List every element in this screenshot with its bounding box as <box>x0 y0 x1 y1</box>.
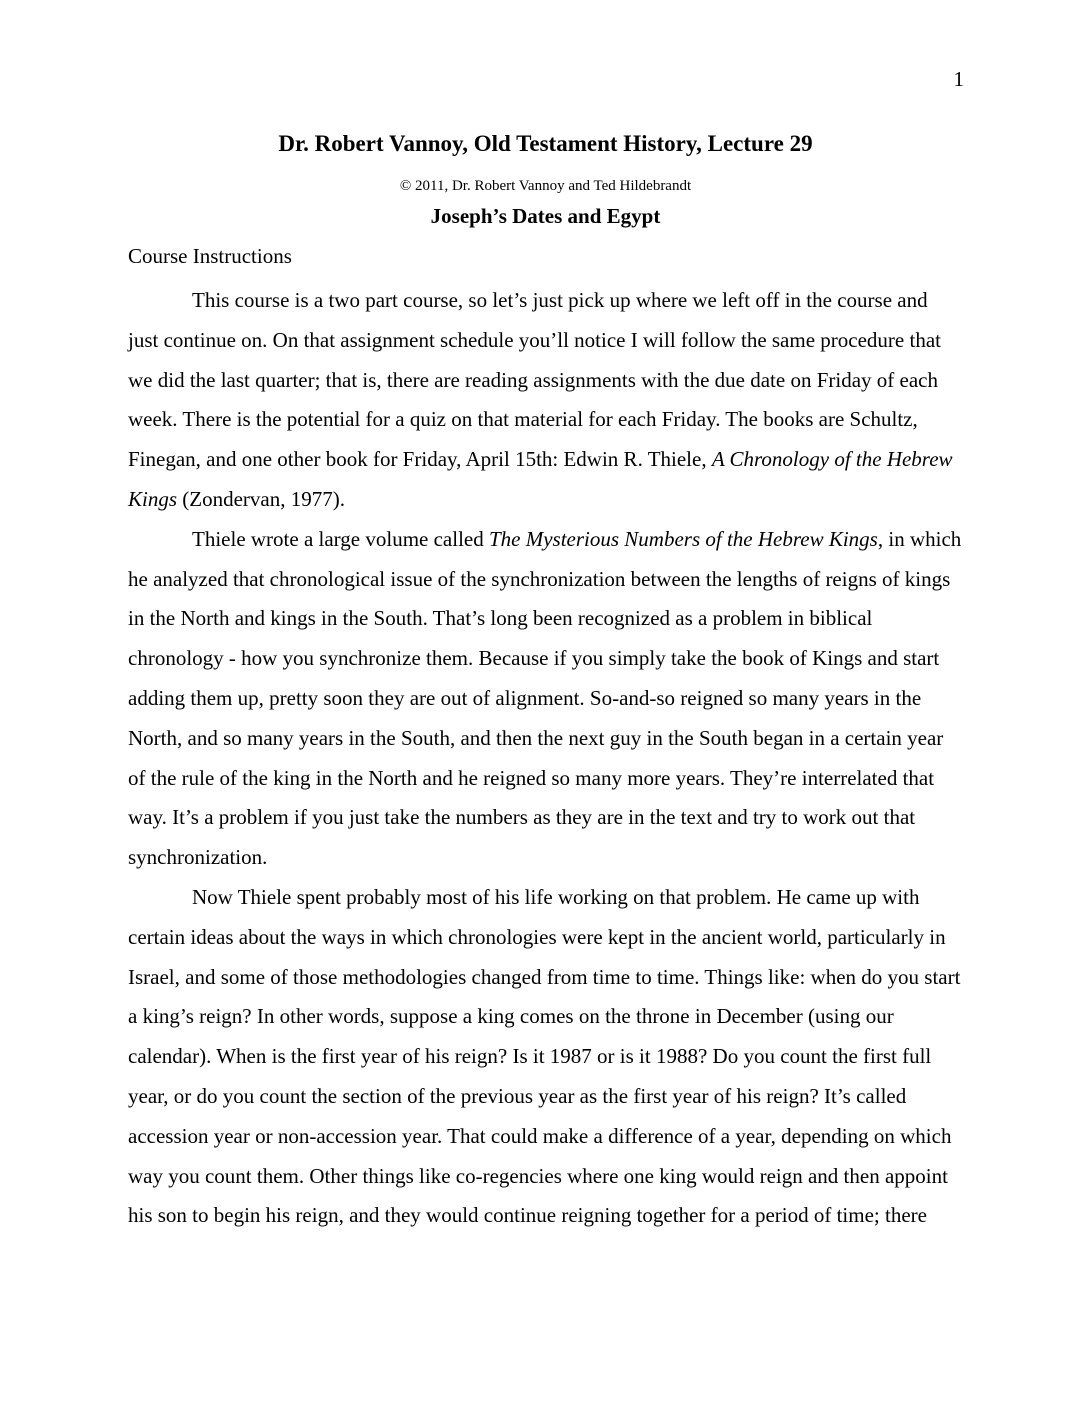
lecture-subtitle: Joseph’s Dates and Egypt <box>430 204 661 228</box>
copyright-line: © 2011, Dr. Robert Vannoy and Ted Hildebrandt <box>399 178 692 194</box>
lecture-body <box>128 281 963 1236</box>
paragraph: Now Thiele spent probably most of his life working on that problem. He came up with certain ideas about the ways in which chronologies were kept in the ancient world, particularly in Israel, and some of those methodologies changed from time to time. Things like: when do you start a king’s reign? In other words, suppose a king comes on the throne in December (using our calendar). When is the first year of his reign? Is it 1987 or is it 1988? Do you count the first full year, or do you count the section of the previous year as the first year of his reign? It’s called accession year or non-accession year. That could make a difference of a year, depending on which way you count them. Other things like co-regencies where one king would reign and then appoint his son to begin his reign, and they would continue reigning together for a period of time; there <box>128 884 961 1228</box>
book-title: A Chronology of the Hebrew Kings <box>128 447 953 511</box>
page-number: 1 <box>953 67 964 91</box>
book-title: The Mysterious Numbers of the Hebrew Kings <box>488 526 878 551</box>
document-title: Dr. Robert Vannoy, Old Testament History, Lecture 29 <box>278 131 813 156</box>
section-heading: Course Instructions <box>128 244 292 268</box>
paragraph: Thiele wrote a large volume called The Mysterious Numbers of the Hebrew Kings, in which he analyzed that chronological issue of the synchronization between the lengths of reigns of kings in the North and kings in the South. That’s long been recognized as a problem in biblical chronology - how you synchronize them. Because if you simply take the book of Kings and start adding them up, pretty soon they are out of alignment. So-and-so reigned so many years in the North, and so many years in the South, and then the next guy in the South began in a certain year of the rule of the king in the North and he reigned so many more years. They’re interrelated that way. It’s a problem if you just take the numbers as they are in the text and try to work out that synchronization. <box>128 526 962 870</box>
paragraph: This course is a two part course, so let’s just pick up where we left off in the course and just continue on. On that assignment schedule you’ll notice I will follow the same procedure that we did the last quarter; that is, there are reading assignments with the due date on Friday of each week. There is the potential for a quiz on that material for each Friday. The books are Schultz, Finegan, and one other book for Friday, April 15th: Edwin R. Thiele, A Chronology of the Hebrew Kings (Zondervan, 1977). <box>128 288 953 511</box>
